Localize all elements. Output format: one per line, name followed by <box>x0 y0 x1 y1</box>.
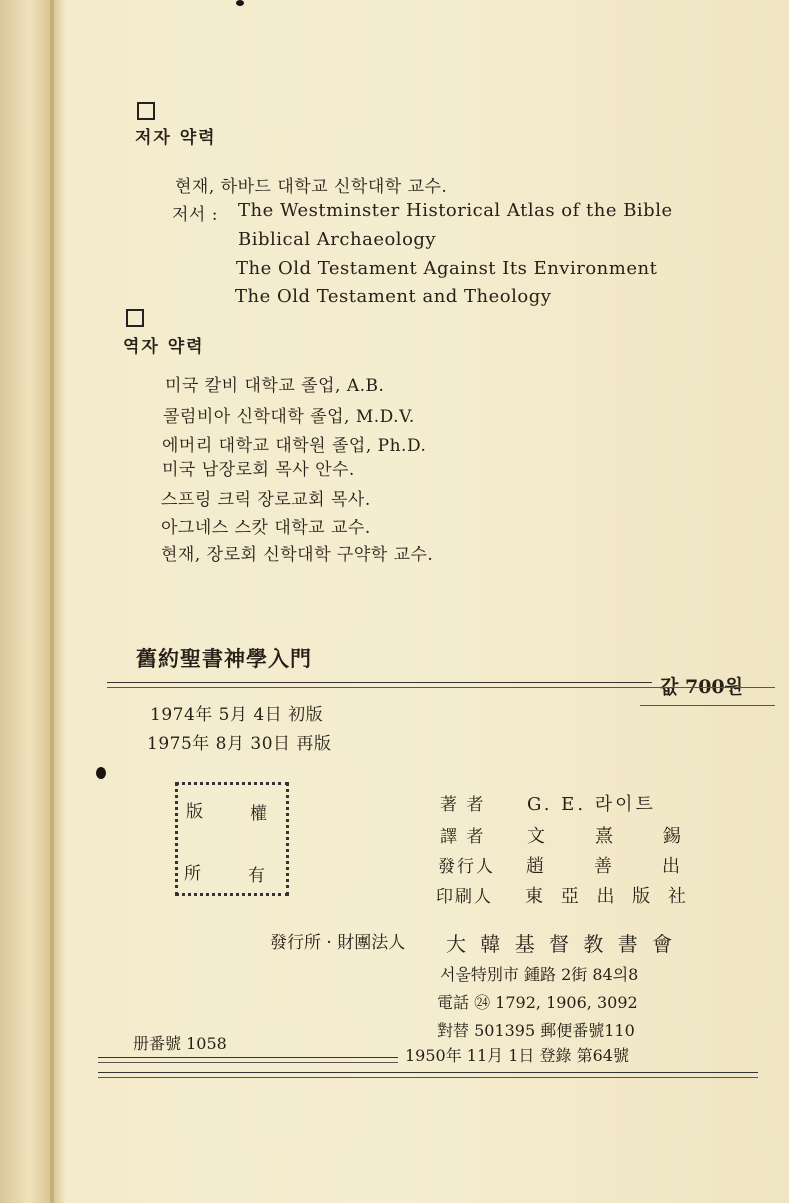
divider-rule <box>98 1057 398 1058</box>
translator-credit: 文 熹 錫 <box>527 826 697 847</box>
copyright-seal <box>175 782 289 896</box>
author-heading: 저자 약력 <box>135 128 217 148</box>
publisher-label: 發行所 · 財團法人 <box>270 933 406 953</box>
translator-line: 아그네스 스캇 대학교 교수. <box>161 518 371 538</box>
translator-line: 미국 칼비 대학교 졸업, A.B. <box>165 376 385 396</box>
translator-line: 스프링 크릭 장로교회 목사. <box>161 490 371 510</box>
divider-rule <box>640 705 775 706</box>
author-position: 현재, 하바드 대학교 신학대학 교수. <box>175 177 448 197</box>
section-marker <box>126 309 144 327</box>
printer-credit: 東 亞 出 版 社 <box>525 886 692 907</box>
book-number: 册番號 1058 <box>133 1034 227 1053</box>
registration: 1950年 11月 1日 登錄 第64號 <box>405 1046 629 1065</box>
ink-spot <box>96 767 106 779</box>
page-binding-edge <box>50 0 54 1203</box>
author-credit: G. E. 라이트 <box>527 794 656 815</box>
ink-spot <box>236 0 244 6</box>
divider-rule <box>98 1077 758 1078</box>
book-title: 舊約聖書神學入門 <box>136 646 312 671</box>
seal-char: 權 <box>250 804 267 824</box>
divider-rule <box>107 682 652 683</box>
section-marker <box>137 102 155 120</box>
translator-line: 현재, 장로회 신학대학 구약학 교수. <box>161 545 434 565</box>
divider-rule <box>98 1062 398 1063</box>
translator-heading: 역자 약력 <box>123 337 205 357</box>
divider-rule <box>98 1072 758 1073</box>
credit-label: 發行人 <box>438 857 495 877</box>
credit-label: 著 者 <box>440 795 486 815</box>
publisher-account: 對替 501395 郵便番號110 <box>437 1021 635 1040</box>
works-label: 저서 : <box>172 205 218 225</box>
edition-second: 1975年 8月 30日 再版 <box>147 734 332 754</box>
publisher-person-credit: 趙 善 出 <box>526 856 696 877</box>
seal-char: 版 <box>186 802 203 822</box>
translator-line: 콜럼비아 신학대학 졸업, M.D.V. <box>163 407 415 427</box>
seal-char: 有 <box>248 866 265 886</box>
price: 값 700원 <box>660 676 743 698</box>
publisher-address: 서울特別市 鍾路 2街 84의8 <box>440 965 639 984</box>
work-title: Biblical Archaeology <box>238 229 437 250</box>
work-title: The Westminster Historical Atlas of the Bible <box>238 200 673 221</box>
work-title: The Old Testament Against Its Environment <box>236 258 658 279</box>
credit-label: 印刷人 <box>436 887 493 907</box>
translator-line: 에머리 대학교 대학원 졸업, Ph.D. <box>162 436 427 456</box>
translator-line: 미국 남장로회 목사 안수. <box>162 460 355 480</box>
credit-label: 譯 者 <box>440 827 486 847</box>
divider-rule <box>107 687 775 688</box>
publisher-phone: 電話 ㉔ 1792, 1906, 3092 <box>437 993 638 1012</box>
seal-char: 所 <box>184 864 201 884</box>
work-title: The Old Testament and Theology <box>235 286 552 307</box>
publisher-name: 大 韓 基 督 教 書 會 <box>446 932 677 956</box>
edition-first: 1974年 5月 4日 初版 <box>150 705 324 725</box>
